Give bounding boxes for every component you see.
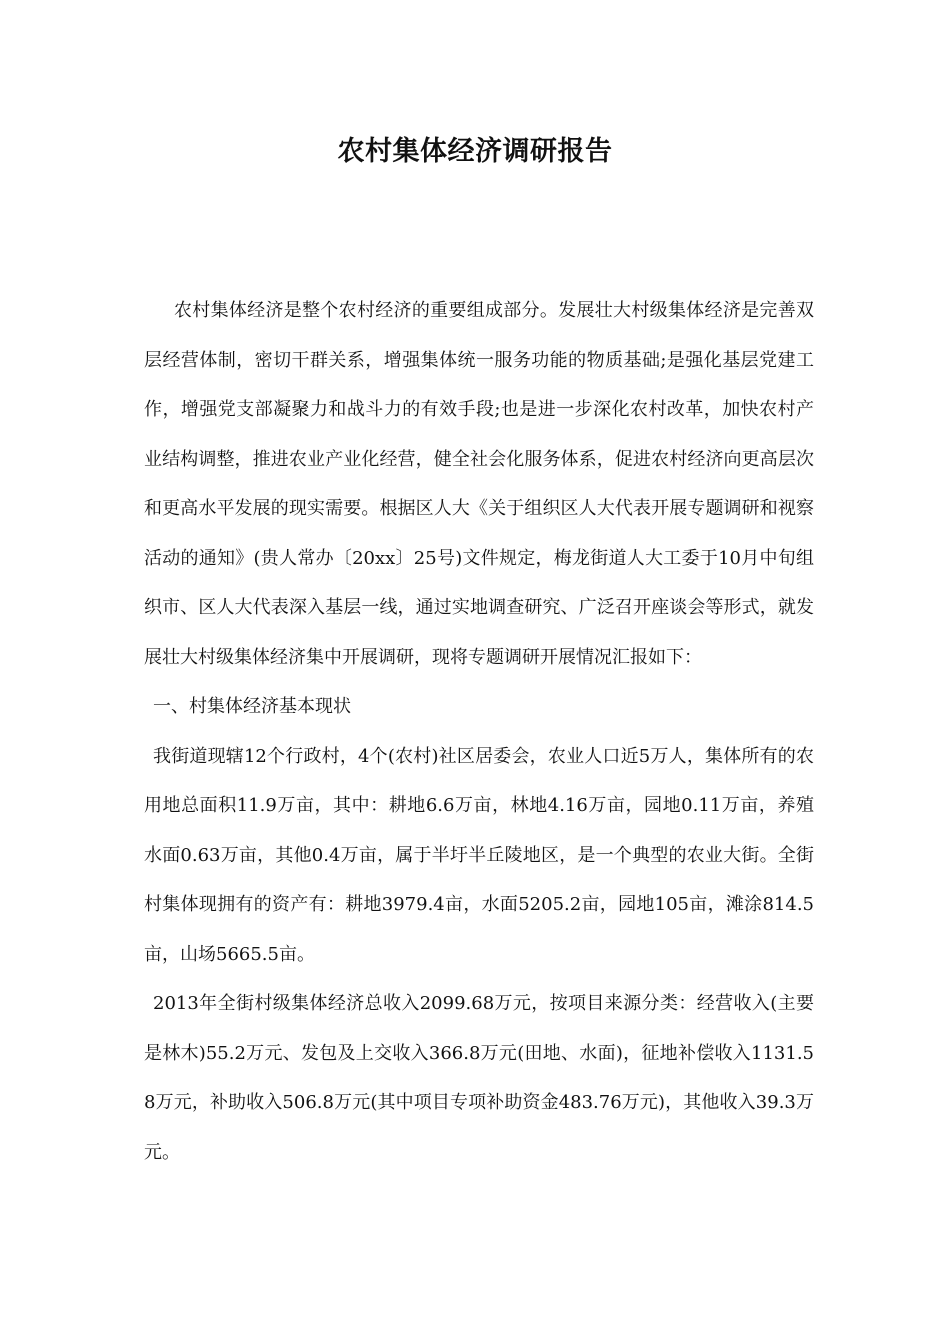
income-paragraph: 2013年全街村级集体经济总收入2099.68万元，按项目来源分类：经营收入(主要是林木)55.2万元、发包及上交收入366.8万元(田地、水面)，征地补偿收入1131.58万元，补助收入506.8万元(其中项目专项补助资金483.76万元)，其他收入39.3万元。	[144, 993, 814, 1163]
document-body	[144, 286, 814, 1177]
section-heading: 一、村集体经济基本现状	[153, 696, 351, 717]
document-title: 农村集体经济调研报告	[337, 136, 613, 167]
status-paragraph: 我街道现辖12个行政村，4个(农村)社区居委会，农业人口近5万人，集体所有的农用地总面积11.9万亩，其中：耕地6.6万亩，林地4.16万亩，园地0.11万亩，养殖水面0.63万亩，其他0.4万亩，属于半圩半丘陵地区，是一个典型的农业大街。全街村集体现拥有的资产有：耕地3979.4亩，水面5205.2亩，园地105亩，滩涂814.5亩，山场5665.5亩。	[144, 745, 814, 965]
intro-paragraph: 农村集体经济是整个农村经济的重要组成部分。发展壮大村级集体经济是完善双层经营体制，密切干群关系，增强集体统一服务功能的物质基础;是强化基层党建工作，增强党支部凝聚力和战斗力的有效手段;也是进一步深化农村改革，加快农村产业结构调整，推进农业产业化经营，健全社会化服务体系，促进农村经济向更高层次和更高水平发展的现实需要。根据区人大《关于组织区人大代表开展专题调研和视察活动的通知》(贵人常办〔20xx〕25号)文件规定，梅龙街道人大工委于10月中旬组织市、区人大代表深入基层一线，通过实地调查研究、广泛召开座谈会等形式，就发展壮大村级集体经济集中开展调研，现将专题调研开展情况汇报如下：	[144, 300, 814, 668]
